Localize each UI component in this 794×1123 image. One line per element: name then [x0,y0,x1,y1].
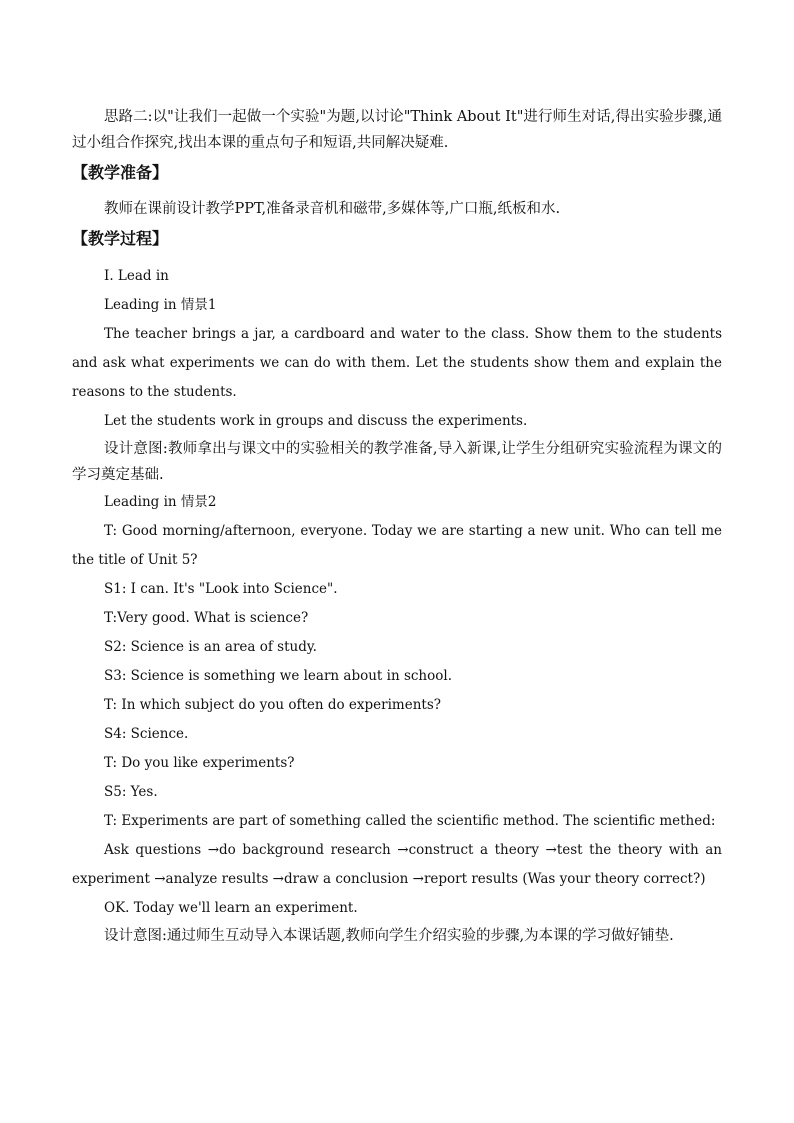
teaching-preparation-heading: 【教学准备】 [72,163,169,182]
dialogue-line: S4: Science. [104,726,189,742]
scene-one-design-intent: 设计意图:教师拿出与课文中的实验相关的教学准备,导入新课,让学生分组研究实验流程为课文的学习奠定基础. [72,441,722,483]
scene-two-design-intent: 设计意图:通过师生互动导入本课话题,教师向学生介绍实验的步骤,为本课的学习做好铺垫. [104,928,674,944]
document-page [72,104,722,949]
teaching-preparation-text: 教师在课前设计教学PPT,准备录音机和磁带,多媒体等,广口瓶,纸板和水. [104,201,561,217]
dialogue-line: T: Do you like experiments? [104,755,295,771]
section-lead-in-title: Ⅰ. Lead in [104,268,169,284]
scene-one-title: Leading in 情景1 [104,297,217,313]
dialogue-line: T:Very good. What is science? [104,610,309,626]
approach-two-paragraph: 思路二:以"让我们一起做一个实验"为题,以讨论"Think About It"进行师生对话,得出实验步骤,通过小组合作探究,找出本课的重点句子和短语,共同解决疑难. [72,109,722,151]
scientific-method-steps: Ask questions →do background research →construct a theory →test the theory with an experiment →analyze results →draw a conclusion →report results (Was your theory correct?) [72,842,722,887]
dialogue-line: OK. Today we'll learn an experiment. [104,900,358,916]
dialogue-line: T: Experiments are part of something called the scientific method. The scientific methed: [104,813,716,829]
dialogue-line: S5: Yes. [104,784,158,800]
teaching-process-heading: 【教学过程】 [72,229,169,248]
dialogue-line: S1: I can. It's "Look into Science". [104,581,338,597]
dialogue-line: T: Good morning/afternoon, everyone. Today we are starting a new unit. Who can tell me the title of Unit 5? [72,523,722,568]
dialogue-line: S2: Science is an area of study. [104,639,317,655]
scene-one-paragraph: The teacher brings a jar, a cardboard and water to the class. Show them to the students and ask what experiments we can do with them. Let the students show them and explain the reasons to the students. [72,326,722,400]
scene-two-title: Leading in 情景2 [104,494,217,510]
dialogue-line: T: In which subject do you often do experiments? [104,697,441,713]
dialogue-line: S3: Science is something we learn about in school. [104,668,452,684]
scene-one-group-work: Let the students work in groups and discuss the experiments. [104,413,528,429]
